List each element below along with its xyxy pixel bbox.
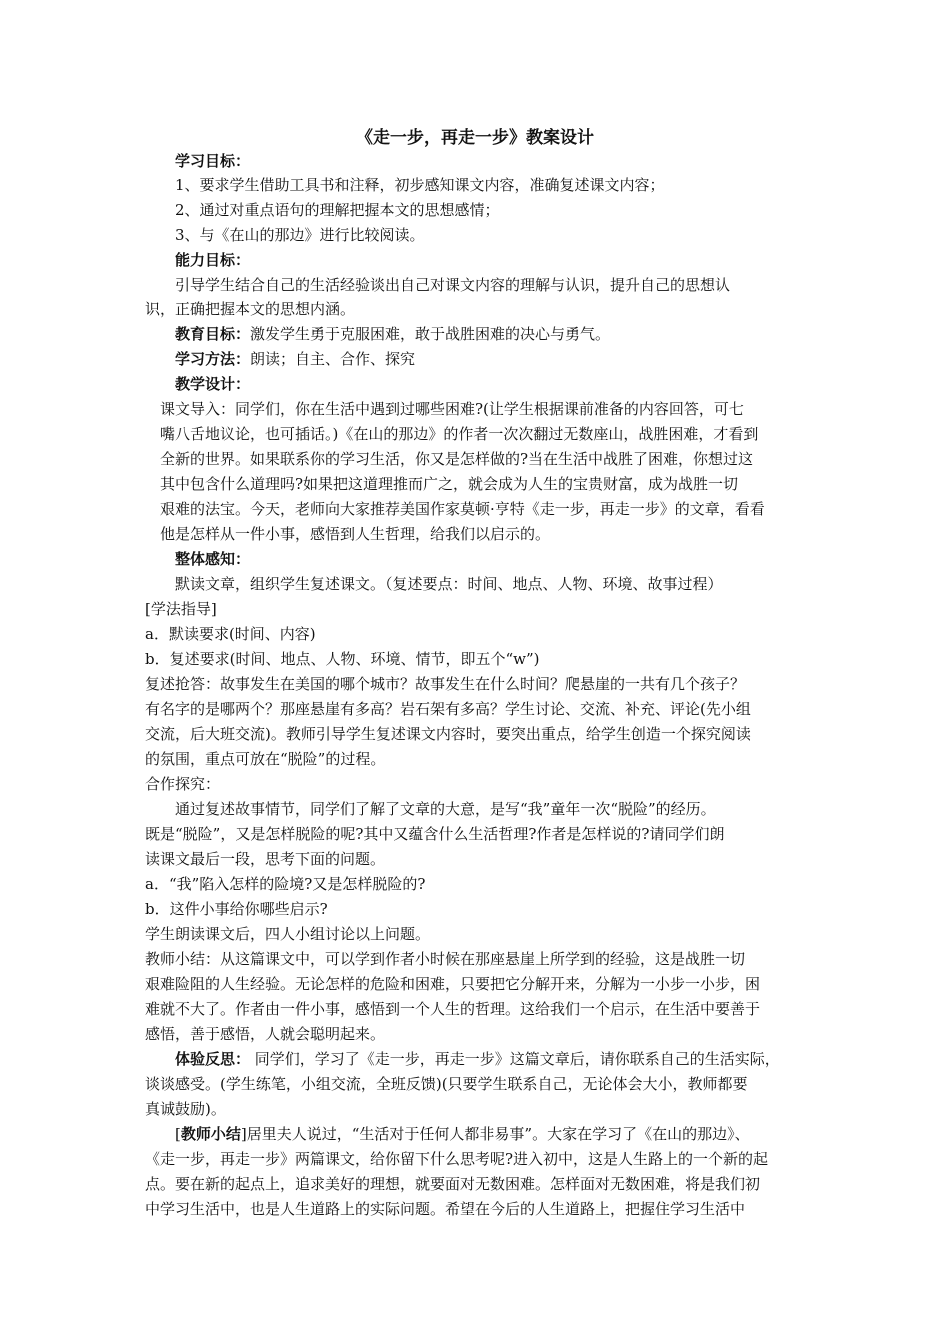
edu-goal-line (175, 323, 610, 345)
reflect-line-3: 真诚鼓励)。 (145, 1100, 226, 1118)
final-summary-line-2: 《走一步，再走一步》两篇课文，给你留下什么思考呢?进入初中，这是人生路上的一个新的起 (145, 1150, 769, 1168)
intro-line-6: 他是怎样从一件小事，感悟到人生哲理，给我们以启示的。 (160, 525, 551, 543)
goal-3: 3、与《在山的那边》进行比较阅读。 (175, 226, 425, 244)
design-heading: 教学设计： (175, 375, 251, 393)
question-a: a．“我”陷入怎样的险境?又是怎样脱险的? (145, 875, 426, 893)
intro-line-5: 艰难的法宝。今天，老师向大家推荐美国作家莫顿·亨特《走一步，再走一步》的文章，看看 (160, 500, 765, 518)
intro-line-2: 嘴八舌地议论，也可插话。)《在山的那边》的作者一次次翻过无数座山，战胜困难，才看到 (160, 425, 759, 443)
question-b: b．这件小事给你哪些启示? (145, 900, 328, 918)
intro-line-3: 全新的世界。如果联系你的学习生活，你又是怎样做的?当在生活中战胜了困难，你想过这 (160, 450, 754, 468)
edu-text: 激发学生勇于克服困难，敢于战胜困难的决心与勇气。 (250, 325, 611, 343)
final-summary-line-4: 中学习生活中，也是人生道路上的实际问题。希望在今后的人生道路上，把握住学习生活中 (145, 1200, 746, 1218)
ability-line-2: 识，正确把握本文的思想内涵。 (145, 300, 356, 318)
intro-line-1: 课文导入：同学们，你在生活中遇到过哪些困难?(让学生根据课前准备的内容回答，可七 (160, 400, 744, 418)
final-summary-line-3: 点。要在新的起点上，追求美好的理想，就要面对无数困难。怎样面对无数困难，将是我们初 (145, 1175, 761, 1193)
coop-line-1: 通过复述故事情节，同学们了解了文章的大意，是写“我”童年一次“脱险”的经历。 (175, 800, 716, 818)
discuss-line: 学生朗读课文后，四人小组讨论以上问题。 (145, 925, 431, 943)
goal-2: 2、通过对重点语句的理解把握本文的思想感情； (175, 201, 500, 219)
coop-heading: 合作探究： (145, 775, 221, 793)
method-line (175, 348, 415, 370)
qa-line-3: 交流，后大班交流)。教师引导学生复述课文内容时，要突出重点，给学生创造一个探究阅读 (145, 725, 751, 743)
ability-heading: 能力目标： (175, 251, 251, 269)
qa-line-4: 的氛围，重点可放在“脱险”的过程。 (145, 750, 386, 768)
coop-line-2: 既是“脱险”，又是怎样脱险的呢?其中又蕴含什么生活哲理?作者是怎样说的?请同学们朗 (145, 825, 725, 843)
perceive-text: 默读文章，组织学生复述课文。（复述要点：时间、地点、人物、环境、故事过程） (175, 575, 723, 593)
perceive-heading: 整体感知： (175, 550, 251, 568)
guide-b: b．复述要求(时间、地点、人物、环境、情节，即五个“w”) (145, 650, 540, 668)
reflect-line-2: 谈谈感受。(学生练笔，小组交流，全班反馈)(只要学生联系自己，无论体会大小，教师都要 (145, 1075, 748, 1093)
final-text-1: ]居里夫人说过，“生活对于任何人都非易事”。大家在学习了《在山的那边》、 (240, 1125, 750, 1143)
summary-line-2: 艰难险阻的人生经验。无论怎样的危险和困难，只要把它分解开来，分解为一小步一小步，困 (145, 975, 761, 993)
method-heading: 学习方法： (175, 350, 251, 368)
summary-line-3: 难就不大了。作者由一件小事，感悟到一个人生的哲理。这给我们一个启示，在生活中要善于 (145, 1000, 761, 1018)
coop-line-3: 读课文最后一段，思考下面的问题。 (145, 850, 386, 868)
method-text: 朗读；自主、合作、探究 (250, 350, 416, 368)
final-summary-line-1 (175, 1123, 750, 1145)
ability-line-1: 引导学生结合自己的生活经验谈出自己对课文内容的理解与认识，提升自己的思想认 (175, 276, 731, 294)
qa-line-1: 复述抢答：故事发生在美国的哪个城市？故事发生在什么时间？爬悬崖的一共有几个孩子？ (145, 675, 746, 693)
goal-1: 1、要求学生借助工具书和注释，初步感知课文内容，准确复述课文内容； (175, 176, 665, 194)
reflect-heading: 体验反思： (175, 1050, 251, 1068)
qa-line-2: 有名字的是哪两个？那座悬崖有多高？岩石架有多高？学生讨论、交流、补充、评论(先小组 (145, 700, 751, 718)
final-bracket: [ (175, 1125, 181, 1143)
final-summary-heading: 教师小结 (180, 1125, 241, 1143)
intro-line-4: 其中包含什么道理吗?如果把这道理推而广之，就会成为人生的宝贵财富，成为战胜一切 (160, 475, 739, 493)
document-title: 《走一步，再走一步》教案设计 (356, 128, 594, 148)
reflect-line-1 (175, 1048, 780, 1070)
summary-line-4: 感悟，善于感悟，人就会聪明起来。 (145, 1025, 386, 1043)
guide-a: a．默读要求(时间、内容) (145, 625, 316, 643)
reflect-text-1: 同学们，学习了《走一步，再走一步》这篇文章后，请你联系自己的生活实际， (250, 1050, 780, 1068)
study-goals-heading: 学习目标： (175, 152, 251, 170)
summary-line-1: 教师小结：从这篇课文中，可以学到作者小时候在那座悬崖上所学到的经验，这是战胜一切 (145, 950, 746, 968)
edu-heading: 教育目标： (175, 325, 251, 343)
guide-heading: [学法指导] (145, 600, 217, 618)
